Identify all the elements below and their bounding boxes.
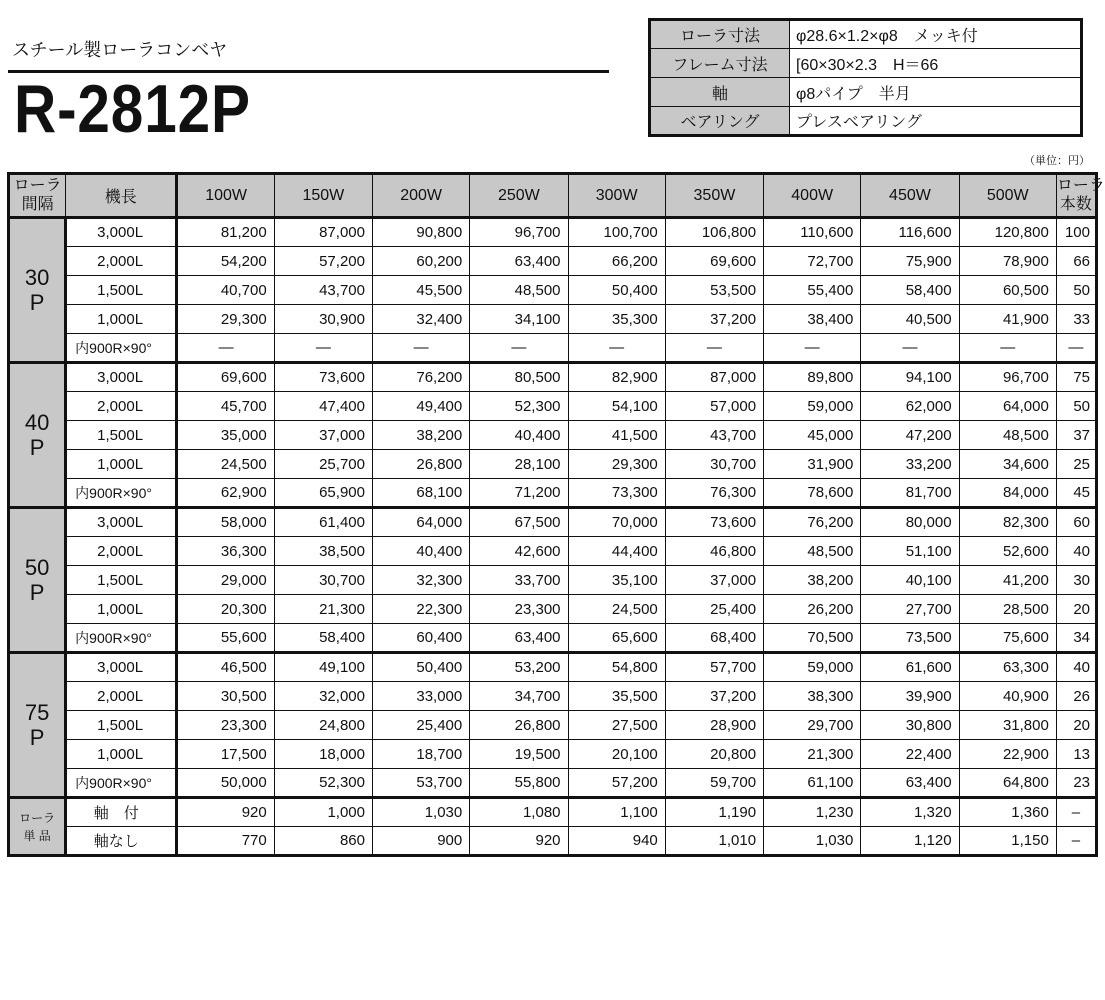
table-row bbox=[9, 653, 1097, 682]
price-cell: 1,360 bbox=[959, 798, 1056, 827]
width-header: 500W bbox=[959, 174, 1056, 218]
price-cell: 22,400 bbox=[861, 740, 959, 769]
length-cell: 1,000L bbox=[66, 450, 177, 479]
length-cell: 1,500L bbox=[66, 566, 177, 595]
spec-label: ベアリング bbox=[650, 107, 790, 136]
count-cell: 66 bbox=[1056, 247, 1096, 276]
price-cell: 30,800 bbox=[861, 711, 959, 740]
model-number: R-2812P bbox=[14, 71, 251, 147]
price-cell: 81,200 bbox=[177, 218, 274, 247]
width-header: 100W bbox=[177, 174, 274, 218]
price-cell: 26,800 bbox=[470, 711, 568, 740]
price-cell: 30,500 bbox=[177, 682, 274, 711]
spec-value: [60×30×2.3 H＝66 bbox=[790, 49, 1082, 78]
price-cell: 50,400 bbox=[568, 276, 665, 305]
pitch-cell: 40 P bbox=[9, 363, 66, 508]
price-cell: 30,700 bbox=[274, 566, 372, 595]
price-cell: 38,300 bbox=[764, 682, 861, 711]
price-cell: 34,700 bbox=[470, 682, 568, 711]
count-cell: 37 bbox=[1056, 421, 1096, 450]
count-cell: – bbox=[1056, 827, 1096, 856]
price-cell: 60,500 bbox=[959, 276, 1056, 305]
price-cell: 18,700 bbox=[372, 740, 469, 769]
price-cell: 33,700 bbox=[470, 566, 568, 595]
price-cell: 1,010 bbox=[665, 827, 763, 856]
price-cell: 110,600 bbox=[764, 218, 861, 247]
count-cell: 33 bbox=[1056, 305, 1096, 334]
price-cell: 48,500 bbox=[764, 537, 861, 566]
pitch-cell: 75 P bbox=[9, 653, 66, 798]
price-cell: 70,000 bbox=[568, 508, 665, 537]
price-cell: 24,800 bbox=[274, 711, 372, 740]
price-cell: 69,600 bbox=[665, 247, 763, 276]
price-cell: 60,200 bbox=[372, 247, 469, 276]
price-cell: 53,200 bbox=[470, 653, 568, 682]
spec-row bbox=[650, 78, 1082, 107]
price-cell: — bbox=[372, 334, 469, 363]
price-cell: 63,400 bbox=[861, 769, 959, 798]
spec-label: ローラ寸法 bbox=[650, 20, 790, 49]
length-cell: 内900R×90° bbox=[66, 479, 177, 508]
price-cell: — bbox=[665, 334, 763, 363]
length-cell: 2,000L bbox=[66, 537, 177, 566]
single-roller-row bbox=[9, 827, 1097, 856]
price-cell: 24,500 bbox=[568, 595, 665, 624]
price-cell: 73,300 bbox=[568, 479, 665, 508]
length-header: 機長 bbox=[66, 174, 177, 218]
count-cell: 45 bbox=[1056, 479, 1096, 508]
price-cell: 59,000 bbox=[764, 653, 861, 682]
table-row bbox=[9, 479, 1097, 508]
width-header: 250W bbox=[470, 174, 568, 218]
price-cell: 64,800 bbox=[959, 769, 1056, 798]
price-cell: 26,800 bbox=[372, 450, 469, 479]
price-cell: 48,500 bbox=[959, 421, 1056, 450]
price-cell: 63,400 bbox=[470, 247, 568, 276]
price-cell: 35,000 bbox=[177, 421, 274, 450]
price-cell: 39,900 bbox=[861, 682, 959, 711]
price-cell: 61,600 bbox=[861, 653, 959, 682]
price-cell: 89,800 bbox=[764, 363, 861, 392]
price-cell: 23,300 bbox=[177, 711, 274, 740]
price-cell: 116,600 bbox=[861, 218, 959, 247]
price-cell: 34,100 bbox=[470, 305, 568, 334]
price-cell: 41,200 bbox=[959, 566, 1056, 595]
price-cell: 30,900 bbox=[274, 305, 372, 334]
length-cell: 3,000L bbox=[66, 363, 177, 392]
price-cell: 30,700 bbox=[665, 450, 763, 479]
price-cell: 33,200 bbox=[861, 450, 959, 479]
price-cell: 57,000 bbox=[665, 392, 763, 421]
price-cell: 21,300 bbox=[764, 740, 861, 769]
price-cell: 55,600 bbox=[177, 624, 274, 653]
price-cell: 90,800 bbox=[372, 218, 469, 247]
price-cell: 59,000 bbox=[764, 392, 861, 421]
shaft-type-cell: 軸 付 bbox=[66, 798, 177, 827]
table-row bbox=[9, 363, 1097, 392]
price-cell: 75,600 bbox=[959, 624, 1056, 653]
table-row bbox=[9, 421, 1097, 450]
table-row bbox=[9, 711, 1097, 740]
price-cell: 900 bbox=[372, 827, 469, 856]
spec-table bbox=[648, 18, 1083, 137]
price-cell: 22,300 bbox=[372, 595, 469, 624]
count-cell: 26 bbox=[1056, 682, 1096, 711]
single-roller-label: ローラ 単 品 bbox=[9, 798, 66, 856]
price-cell: 32,300 bbox=[372, 566, 469, 595]
count-cell: 60 bbox=[1056, 508, 1096, 537]
price-cell: 35,300 bbox=[568, 305, 665, 334]
price-cell: 22,900 bbox=[959, 740, 1056, 769]
length-cell: 3,000L bbox=[66, 218, 177, 247]
price-cell: 50,400 bbox=[372, 653, 469, 682]
table-row bbox=[9, 769, 1097, 798]
spec-value: φ8パイプ 半月 bbox=[790, 78, 1082, 107]
price-cell: 54,100 bbox=[568, 392, 665, 421]
table-row bbox=[9, 247, 1097, 276]
price-cell: 54,800 bbox=[568, 653, 665, 682]
table-row bbox=[9, 450, 1097, 479]
price-cell: 62,000 bbox=[861, 392, 959, 421]
width-header: 300W bbox=[568, 174, 665, 218]
price-cell: — bbox=[568, 334, 665, 363]
price-cell: 40,400 bbox=[372, 537, 469, 566]
price-cell: 53,700 bbox=[372, 769, 469, 798]
price-cell: 45,700 bbox=[177, 392, 274, 421]
price-cell: 53,500 bbox=[665, 276, 763, 305]
spec-value: プレスベアリング bbox=[790, 107, 1082, 136]
length-cell: 3,000L bbox=[66, 508, 177, 537]
length-cell: 2,000L bbox=[66, 247, 177, 276]
price-cell: 19,500 bbox=[470, 740, 568, 769]
count-cell: 40 bbox=[1056, 653, 1096, 682]
unit-note: （単位：円） bbox=[1024, 155, 1090, 167]
price-cell: 38,200 bbox=[372, 421, 469, 450]
price-cell: — bbox=[274, 334, 372, 363]
length-cell: 3,000L bbox=[66, 653, 177, 682]
table-row bbox=[9, 537, 1097, 566]
price-cell: 100,700 bbox=[568, 218, 665, 247]
price-cell: 23,300 bbox=[470, 595, 568, 624]
price-cell: 82,300 bbox=[959, 508, 1056, 537]
header-row bbox=[9, 174, 1097, 218]
length-cell: 内900R×90° bbox=[66, 334, 177, 363]
price-cell: 47,400 bbox=[274, 392, 372, 421]
price-cell: 80,500 bbox=[470, 363, 568, 392]
count-header: ローラ 本数 bbox=[1056, 174, 1096, 218]
price-cell: 20,800 bbox=[665, 740, 763, 769]
price-cell: 58,400 bbox=[861, 276, 959, 305]
price-cell: 770 bbox=[177, 827, 274, 856]
price-cell: 76,200 bbox=[372, 363, 469, 392]
subtitle: スチール製ローラコンベヤ bbox=[12, 40, 228, 60]
price-cell: 96,700 bbox=[470, 218, 568, 247]
price-cell: 37,000 bbox=[274, 421, 372, 450]
price-cell: 1,230 bbox=[764, 798, 861, 827]
width-header: 200W bbox=[372, 174, 469, 218]
price-cell: 28,500 bbox=[959, 595, 1056, 624]
price-cell: 73,600 bbox=[274, 363, 372, 392]
length-cell: 内900R×90° bbox=[66, 769, 177, 798]
price-cell: 63,400 bbox=[470, 624, 568, 653]
price-cell: 18,000 bbox=[274, 740, 372, 769]
price-cell: 58,000 bbox=[177, 508, 274, 537]
price-cell: 26,200 bbox=[764, 595, 861, 624]
price-cell: 73,600 bbox=[665, 508, 763, 537]
price-cell: 20,300 bbox=[177, 595, 274, 624]
price-cell: 37,200 bbox=[665, 682, 763, 711]
price-cell: 87,000 bbox=[274, 218, 372, 247]
width-header: 150W bbox=[274, 174, 372, 218]
table-row bbox=[9, 392, 1097, 421]
price-cell: 106,800 bbox=[665, 218, 763, 247]
price-cell: 54,200 bbox=[177, 247, 274, 276]
count-cell: 34 bbox=[1056, 624, 1096, 653]
spec-value: φ28.6×1.2×φ8 メッキ付 bbox=[790, 20, 1082, 49]
price-cell: 68,400 bbox=[665, 624, 763, 653]
price-cell: 73,500 bbox=[861, 624, 959, 653]
price-cell: — bbox=[470, 334, 568, 363]
table-row bbox=[9, 276, 1097, 305]
table-row bbox=[9, 595, 1097, 624]
price-cell: 84,000 bbox=[959, 479, 1056, 508]
price-cell: 48,500 bbox=[470, 276, 568, 305]
price-cell: 27,700 bbox=[861, 595, 959, 624]
price-cell: 41,900 bbox=[959, 305, 1056, 334]
price-cell: 55,800 bbox=[470, 769, 568, 798]
length-cell: 内900R×90° bbox=[66, 624, 177, 653]
price-cell: 40,700 bbox=[177, 276, 274, 305]
price-cell: 43,700 bbox=[665, 421, 763, 450]
table-row bbox=[9, 305, 1097, 334]
price-cell: 64,000 bbox=[959, 392, 1056, 421]
price-cell: 46,500 bbox=[177, 653, 274, 682]
price-cell: 38,500 bbox=[274, 537, 372, 566]
width-header: 400W bbox=[764, 174, 861, 218]
price-table bbox=[7, 172, 1105, 857]
price-cell: 1,120 bbox=[861, 827, 959, 856]
price-cell: 1,080 bbox=[470, 798, 568, 827]
price-cell: 52,300 bbox=[274, 769, 372, 798]
price-cell: 43,700 bbox=[274, 276, 372, 305]
pitch-cell: 30 P bbox=[9, 218, 66, 363]
price-cell: 25,400 bbox=[372, 711, 469, 740]
count-cell: 20 bbox=[1056, 595, 1096, 624]
count-cell: 13 bbox=[1056, 740, 1096, 769]
length-cell: 1,000L bbox=[66, 305, 177, 334]
price-cell: 57,700 bbox=[665, 653, 763, 682]
price-cell: 37,200 bbox=[665, 305, 763, 334]
price-cell: — bbox=[861, 334, 959, 363]
price-cell: 35,100 bbox=[568, 566, 665, 595]
spec-row bbox=[650, 20, 1082, 49]
table-row bbox=[9, 218, 1097, 247]
price-cell: 1,100 bbox=[568, 798, 665, 827]
price-cell: 1,030 bbox=[764, 827, 861, 856]
price-cell: 17,500 bbox=[177, 740, 274, 769]
price-cell: 29,000 bbox=[177, 566, 274, 595]
length-cell: 2,000L bbox=[66, 392, 177, 421]
price-cell: 57,200 bbox=[274, 247, 372, 276]
price-cell: — bbox=[959, 334, 1056, 363]
price-cell: 920 bbox=[177, 798, 274, 827]
price-cell: 59,700 bbox=[665, 769, 763, 798]
table-row bbox=[9, 624, 1097, 653]
count-cell: 100 bbox=[1056, 218, 1096, 247]
price-cell: 80,000 bbox=[861, 508, 959, 537]
single-roller-row bbox=[9, 798, 1097, 827]
price-cell: 27,500 bbox=[568, 711, 665, 740]
price-cell: 47,200 bbox=[861, 421, 959, 450]
price-cell: 36,300 bbox=[177, 537, 274, 566]
count-cell: 25 bbox=[1056, 450, 1096, 479]
price-cell: 87,000 bbox=[665, 363, 763, 392]
price-cell: 65,900 bbox=[274, 479, 372, 508]
price-cell: 1,190 bbox=[665, 798, 763, 827]
price-cell: 49,100 bbox=[274, 653, 372, 682]
price-cell: 69,600 bbox=[177, 363, 274, 392]
length-cell: 1,500L bbox=[66, 276, 177, 305]
length-cell: 1,500L bbox=[66, 421, 177, 450]
price-cell: 52,600 bbox=[959, 537, 1056, 566]
price-cell: 70,500 bbox=[764, 624, 861, 653]
price-cell: 68,100 bbox=[372, 479, 469, 508]
price-cell: 31,800 bbox=[959, 711, 1056, 740]
price-cell: 28,100 bbox=[470, 450, 568, 479]
price-cell: 38,200 bbox=[764, 566, 861, 595]
price-cell: 1,030 bbox=[372, 798, 469, 827]
price-cell: 24,500 bbox=[177, 450, 274, 479]
count-cell: 50 bbox=[1056, 392, 1096, 421]
table-row bbox=[9, 682, 1097, 711]
price-cell: 20,100 bbox=[568, 740, 665, 769]
price-cell: 42,600 bbox=[470, 537, 568, 566]
price-cell: 29,300 bbox=[568, 450, 665, 479]
price-cell: 32,000 bbox=[274, 682, 372, 711]
price-cell: 49,400 bbox=[372, 392, 469, 421]
price-cell: 66,200 bbox=[568, 247, 665, 276]
price-cell: 61,400 bbox=[274, 508, 372, 537]
price-cell: 72,700 bbox=[764, 247, 861, 276]
shaft-type-cell: 軸なし bbox=[66, 827, 177, 856]
price-cell: 120,800 bbox=[959, 218, 1056, 247]
price-cell: 29,700 bbox=[764, 711, 861, 740]
count-cell: — bbox=[1056, 334, 1096, 363]
price-cell: 76,300 bbox=[665, 479, 763, 508]
pitch-cell: 50 P bbox=[9, 508, 66, 653]
price-cell: 52,300 bbox=[470, 392, 568, 421]
price-cell: — bbox=[764, 334, 861, 363]
price-cell: 40,100 bbox=[861, 566, 959, 595]
price-cell: 860 bbox=[274, 827, 372, 856]
price-cell: 920 bbox=[470, 827, 568, 856]
price-cell: — bbox=[177, 334, 274, 363]
price-cell: 40,900 bbox=[959, 682, 1056, 711]
price-cell: 60,400 bbox=[372, 624, 469, 653]
price-cell: 71,200 bbox=[470, 479, 568, 508]
price-cell: 94,100 bbox=[861, 363, 959, 392]
length-cell: 2,000L bbox=[66, 682, 177, 711]
count-cell: 50 bbox=[1056, 276, 1096, 305]
price-cell: 50,000 bbox=[177, 769, 274, 798]
count-cell: 23 bbox=[1056, 769, 1096, 798]
width-header: 450W bbox=[861, 174, 959, 218]
spec-label: フレーム寸法 bbox=[650, 49, 790, 78]
price-cell: 40,500 bbox=[861, 305, 959, 334]
price-cell: 55,400 bbox=[764, 276, 861, 305]
price-cell: 35,500 bbox=[568, 682, 665, 711]
length-cell: 1,000L bbox=[66, 595, 177, 624]
table-row bbox=[9, 334, 1097, 363]
price-cell: 81,700 bbox=[861, 479, 959, 508]
price-cell: 65,600 bbox=[568, 624, 665, 653]
price-cell: 1,150 bbox=[959, 827, 1056, 856]
price-cell: 61,100 bbox=[764, 769, 861, 798]
price-cell: 57,200 bbox=[568, 769, 665, 798]
width-header: 350W bbox=[665, 174, 763, 218]
price-cell: 38,400 bbox=[764, 305, 861, 334]
price-cell: 96,700 bbox=[959, 363, 1056, 392]
count-cell: 40 bbox=[1056, 537, 1096, 566]
spec-label: 軸 bbox=[650, 78, 790, 107]
price-cell: 1,000 bbox=[274, 798, 372, 827]
price-cell: 63,300 bbox=[959, 653, 1056, 682]
price-cell: 75,900 bbox=[861, 247, 959, 276]
price-cell: 37,000 bbox=[665, 566, 763, 595]
price-cell: 62,900 bbox=[177, 479, 274, 508]
price-cell: 41,500 bbox=[568, 421, 665, 450]
price-cell: 76,200 bbox=[764, 508, 861, 537]
price-cell: 40,400 bbox=[470, 421, 568, 450]
price-cell: 25,400 bbox=[665, 595, 763, 624]
pitch-header: ローラ 間隔 bbox=[9, 174, 66, 218]
price-cell: 32,400 bbox=[372, 305, 469, 334]
table-row bbox=[9, 566, 1097, 595]
price-cell: 45,000 bbox=[764, 421, 861, 450]
count-cell: 20 bbox=[1056, 711, 1096, 740]
price-cell: 940 bbox=[568, 827, 665, 856]
price-cell: 21,300 bbox=[274, 595, 372, 624]
price-cell: 82,900 bbox=[568, 363, 665, 392]
price-cell: 25,700 bbox=[274, 450, 372, 479]
price-cell: 29,300 bbox=[177, 305, 274, 334]
count-cell: 30 bbox=[1056, 566, 1096, 595]
table-row bbox=[9, 740, 1097, 769]
price-cell: 58,400 bbox=[274, 624, 372, 653]
price-cell: 31,900 bbox=[764, 450, 861, 479]
count-cell: 75 bbox=[1056, 363, 1096, 392]
length-cell: 1,000L bbox=[66, 740, 177, 769]
price-cell: 46,800 bbox=[665, 537, 763, 566]
length-cell: 1,500L bbox=[66, 711, 177, 740]
price-cell: 34,600 bbox=[959, 450, 1056, 479]
price-cell: 64,000 bbox=[372, 508, 469, 537]
price-cell: 1,320 bbox=[861, 798, 959, 827]
spec-row bbox=[650, 107, 1082, 136]
price-cell: 45,500 bbox=[372, 276, 469, 305]
count-cell: – bbox=[1056, 798, 1096, 827]
price-cell: 67,500 bbox=[470, 508, 568, 537]
table-row bbox=[9, 508, 1097, 537]
price-cell: 44,400 bbox=[568, 537, 665, 566]
price-cell: 51,100 bbox=[861, 537, 959, 566]
price-cell: 28,900 bbox=[665, 711, 763, 740]
spec-row bbox=[650, 49, 1082, 78]
price-cell: 78,600 bbox=[764, 479, 861, 508]
price-cell: 78,900 bbox=[959, 247, 1056, 276]
price-cell: 33,000 bbox=[372, 682, 469, 711]
